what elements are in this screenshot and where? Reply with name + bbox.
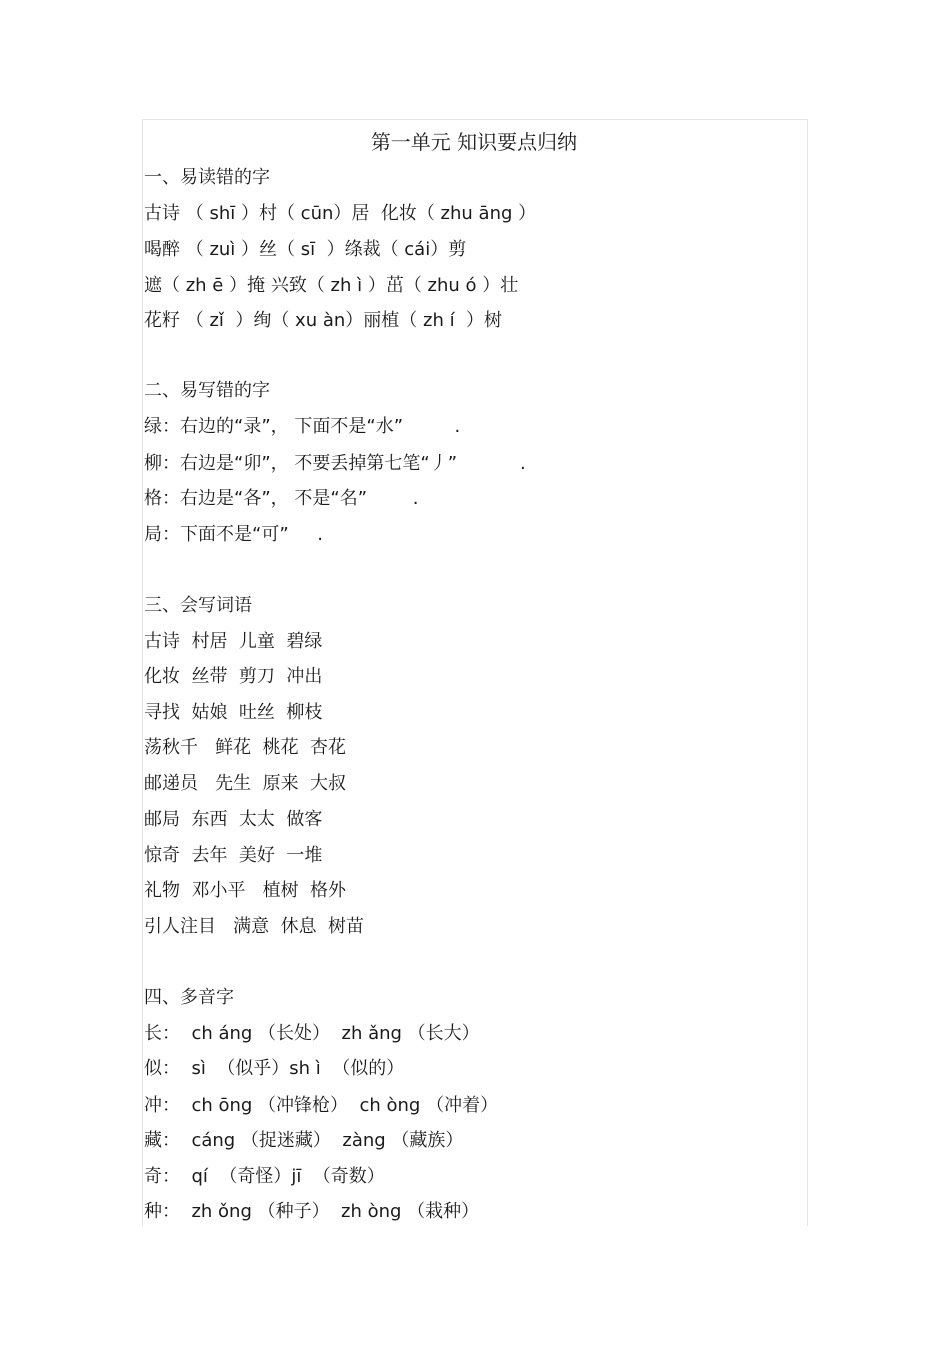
text-line: 化妆 丝带 剪刀 冲出 [144, 666, 323, 687]
text-line: 似： sì （似乎）sh ì （似的） [144, 1058, 405, 1079]
section-heading: 三、会写词语 [144, 595, 252, 616]
text-line: 花籽 （ zǐ ）绚（ xu àn）丽植（ zh í ）树 [144, 310, 503, 331]
text-line: 冲： ch ōng （冲锋枪） ch òng （冲着） [144, 1095, 499, 1116]
text-line: 古诗 村居 儿童 碧绿 [144, 631, 323, 652]
text-line: 种： zh ǒng （种子） zh òng （栽种） [144, 1201, 480, 1222]
text-line: 引人注目 满意 休息 树苗 [144, 916, 365, 937]
text-line: 局：下面不是“可” . [144, 524, 323, 545]
text-line: 喝醉 （ zuì ）丝（ sī ）绦裁（ cái）剪 [144, 239, 467, 260]
text-line: 邮递员 先生 原来 大叔 [144, 773, 347, 794]
section-heading: 四、多音字 [144, 987, 234, 1008]
text-line: 长： ch áng （长处） zh ǎng （长大） [144, 1023, 480, 1044]
text-line: 荡秋千 鲜花 桃花 杏花 [144, 737, 347, 758]
text-line: 寻找 姑娘 吐丝 柳枝 [144, 702, 323, 723]
text-line: 惊奇 去年 美好 一堆 [144, 845, 323, 866]
text-line: 遮（ zh ē ）掩 兴致（ zh ì ）茁（ zhu ó ）壮 [144, 275, 519, 296]
text-line: 藏： cáng （捉迷藏） zàng （藏族） [144, 1130, 464, 1151]
text-line: 格：右边是“各”， 不是“名” . [144, 488, 419, 509]
page-title: 第一单元 知识要点归纳 [370, 130, 578, 154]
text-line: 奇： qí （奇怪）jī （奇数） [144, 1166, 385, 1187]
section-heading: 一、易读错的字 [144, 167, 270, 188]
text-line: 邮局 东西 太太 做客 [144, 809, 323, 830]
section-heading: 二、易写错的字 [144, 380, 270, 401]
text-line: 柳：右边是“卯”， 不要丢掉第七笔“丿” . [144, 453, 526, 474]
text-line: 礼物 邓小平 植树 格外 [144, 880, 347, 901]
text-line: 绿：右边的“录”， 下面不是“水” . [144, 416, 461, 437]
text-line: 古诗 （ shī ）村（ cūn）居 化妆（ zhu āng ） [144, 203, 537, 224]
